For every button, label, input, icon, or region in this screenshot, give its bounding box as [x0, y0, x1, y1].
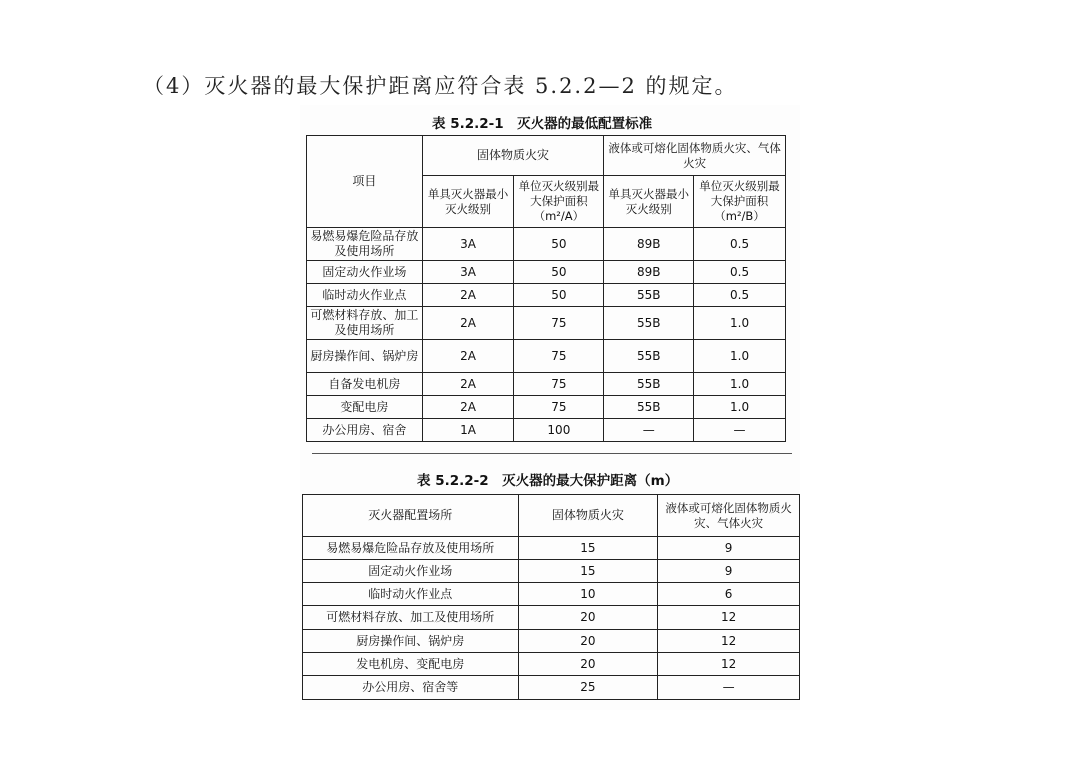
- table-row: [307, 307, 786, 340]
- table1-caption: 表 5.2.2-1 灭火器的最低配置标准: [432, 116, 653, 132]
- row-liquid: 9: [658, 537, 800, 560]
- table-row: [307, 396, 786, 419]
- row-d: 1.0: [694, 373, 786, 396]
- table-row: [303, 676, 800, 700]
- intro-paragraph: （4）灭火器的最大保护距离应符合表 5.2.2—2 的规定。: [143, 74, 738, 98]
- row-liquid: 12: [658, 653, 800, 676]
- row-b: 100: [514, 419, 604, 442]
- row-item: 可燃材料存放、加工及使用场所: [307, 307, 423, 340]
- row-item: 自备发电机房: [307, 373, 423, 396]
- row-a: 3A: [422, 228, 514, 261]
- table-row: [307, 261, 786, 284]
- row-c: 55B: [604, 340, 694, 373]
- row-liquid: —: [658, 676, 800, 700]
- row-solid: 25: [518, 676, 658, 700]
- header-solid: 固体物质火灾: [518, 495, 658, 537]
- row-item: 变配电房: [307, 396, 423, 419]
- table-row: [303, 606, 800, 630]
- header-min-level-2: 单具灭火器最小灭火级别: [604, 176, 694, 228]
- row-place: 办公用房、宿舍等: [303, 676, 519, 700]
- row-item: 办公用房、宿舍: [307, 419, 423, 442]
- row-c: 89B: [604, 228, 694, 261]
- row-c: 89B: [604, 261, 694, 284]
- row-a: 1A: [422, 419, 514, 442]
- row-b: 75: [514, 373, 604, 396]
- row-d: 0.5: [694, 284, 786, 307]
- table2-caption: 表 5.2.2-2 灭火器的最大保护距离（m）: [417, 473, 679, 489]
- row-a: 2A: [422, 307, 514, 340]
- row-d: —: [694, 419, 786, 442]
- header-max-area-b: 单位灭火级别最大保护面积（m²/B）: [694, 176, 786, 228]
- min-config-table: [306, 135, 786, 442]
- row-b: 75: [514, 396, 604, 419]
- row-liquid: 9: [658, 560, 800, 583]
- max-distance-table: [302, 494, 800, 700]
- row-liquid: 12: [658, 606, 800, 630]
- row-item: 临时动火作业点: [307, 284, 423, 307]
- row-item: 厨房操作间、锅炉房: [307, 340, 423, 373]
- row-a: 2A: [422, 340, 514, 373]
- row-item: 易燃易爆危险品存放及使用场所: [307, 228, 423, 261]
- row-d: 1.0: [694, 340, 786, 373]
- row-d: 0.5: [694, 228, 786, 261]
- row-solid: 20: [518, 630, 658, 653]
- row-solid: 15: [518, 537, 658, 560]
- table-row: [303, 537, 800, 560]
- row-place: 可燃材料存放、加工及使用场所: [303, 606, 519, 630]
- row-b: 50: [514, 228, 604, 261]
- row-b: 75: [514, 340, 604, 373]
- row-solid: 20: [518, 606, 658, 630]
- row-liquid: 12: [658, 630, 800, 653]
- divider-line: [312, 453, 792, 454]
- table-row: [307, 340, 786, 373]
- row-d: 0.5: [694, 261, 786, 284]
- row-a: 3A: [422, 261, 514, 284]
- row-place: 临时动火作业点: [303, 583, 519, 606]
- row-place: 固定动火作业场: [303, 560, 519, 583]
- row-a: 2A: [422, 284, 514, 307]
- table-row: [303, 560, 800, 583]
- table-row: [307, 284, 786, 307]
- row-c: 55B: [604, 373, 694, 396]
- row-d: 1.0: [694, 307, 786, 340]
- row-item: 固定动火作业场: [307, 261, 423, 284]
- row-place: 厨房操作间、锅炉房: [303, 630, 519, 653]
- row-solid: 10: [518, 583, 658, 606]
- table-row: [307, 373, 786, 396]
- row-c: —: [604, 419, 694, 442]
- row-b: 75: [514, 307, 604, 340]
- row-b: 50: [514, 261, 604, 284]
- header-min-level: 单具灭火器最小灭火级别: [422, 176, 514, 228]
- row-solid: 15: [518, 560, 658, 583]
- header-max-area-a: 单位灭火级别最大保护面积（m²/A）: [514, 176, 604, 228]
- table-row: [307, 419, 786, 442]
- header-liquid: 液体或可熔化固体物质火灾、气体火灾: [658, 495, 800, 537]
- header-liquid: 液体或可熔化固体物质火灾、气体火灾: [604, 136, 786, 176]
- row-place: 易燃易爆危险品存放及使用场所: [303, 537, 519, 560]
- table-row: [303, 653, 800, 676]
- header-place: 灭火器配置场所: [303, 495, 519, 537]
- row-d: 1.0: [694, 396, 786, 419]
- row-c: 55B: [604, 284, 694, 307]
- row-c: 55B: [604, 396, 694, 419]
- header-solid: 固体物质火灾: [422, 136, 604, 176]
- row-c: 55B: [604, 307, 694, 340]
- header-item: 项目: [307, 136, 423, 228]
- row-liquid: 6: [658, 583, 800, 606]
- row-a: 2A: [422, 373, 514, 396]
- row-a: 2A: [422, 396, 514, 419]
- table-row: [303, 630, 800, 653]
- table-row: [303, 583, 800, 606]
- row-place: 发电机房、变配电房: [303, 653, 519, 676]
- row-b: 50: [514, 284, 604, 307]
- table-row: [307, 228, 786, 261]
- row-solid: 20: [518, 653, 658, 676]
